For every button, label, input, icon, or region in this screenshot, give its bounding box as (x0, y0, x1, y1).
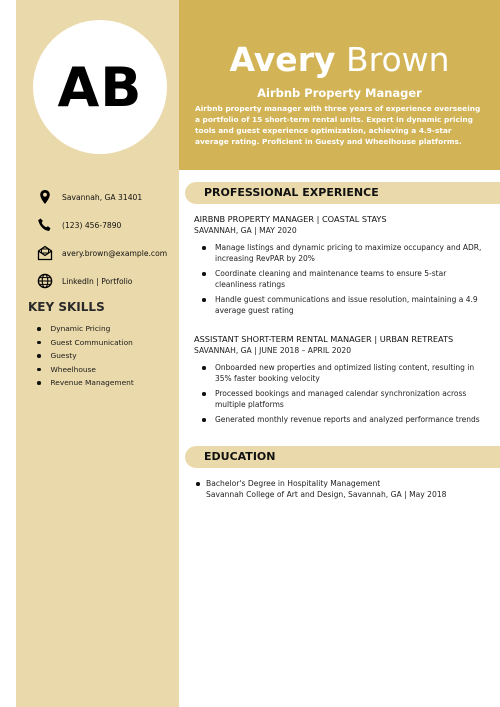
skills-heading: KEY SKILLS (28, 300, 105, 314)
candidate-title: Airbnb Property Manager (257, 86, 422, 100)
globe-icon (37, 272, 62, 290)
job-title: AIRBNB PROPERTY MANAGER | COASTAL STAYS (194, 214, 387, 224)
last-name: Brown (345, 40, 450, 79)
monogram-initials: AB (57, 55, 143, 119)
job-bullets (194, 242, 490, 316)
phone-icon (37, 216, 62, 234)
job-entry (194, 333, 490, 429)
job-bullet: Handle guest communications and issue resolution, maintaining a 4.9 average guest rating (194, 294, 490, 316)
job-bullet: Generated monthly revenue reports and analyzed performance trends (194, 414, 490, 425)
location-text: Savannah, GA 31401 (62, 192, 143, 202)
contact-links (37, 267, 177, 295)
links-text[interactable]: LinkedIn | Portfolio (62, 276, 133, 286)
contact-location (37, 183, 177, 211)
location-pin-icon (37, 188, 62, 206)
job-title: ASSISTANT SHORT-TERM RENTAL MANAGER | URBAN RETREATS (194, 334, 454, 344)
contact-email (37, 239, 177, 267)
email-icon (37, 244, 62, 262)
skill-item: Revenue Management (37, 376, 134, 390)
contact-section (37, 183, 177, 295)
degree-text: Bachelor's Degree in Hospitality Management (194, 478, 490, 489)
first-name: Avery (229, 40, 336, 79)
job-bullet: Coordinate cleaning and maintenance teams to ensure 5-star cleanliness ratings (194, 268, 490, 290)
job-entry (194, 213, 490, 320)
job-meta: SAVANNAH, GA | MAY 2020 (194, 226, 297, 235)
job-bullet: Manage listings and dynamic pricing to maximize occupancy and ADR, increasing RevPAR by 20% (194, 242, 490, 264)
experience-heading: PROFESSIONAL EXPERIENCE (204, 186, 379, 199)
contact-phone (37, 211, 177, 239)
phone-text: (123) 456-7890 (62, 220, 122, 230)
skill-item: Dynamic Pricing (37, 322, 134, 336)
skill-item: Guesty (37, 349, 134, 363)
job-bullet: Processed bookings and managed calendar synchronization across multiple platforms (194, 388, 490, 410)
summary-text: Airbnb property manager with three years of experience overseeing a portfolio of 15 short-term rental units. Expert in dynamic pricing tools and guest experience optimization, achieving a 4.9-star average rating. Proficient in Guesty and Wheelhouse platforms. (195, 104, 481, 146)
skill-item: Wheelhouse (37, 363, 134, 377)
job-bullets (194, 362, 490, 425)
candidate-name (179, 40, 500, 80)
skills-list (37, 322, 134, 390)
school-text: Savannah College of Art and Design, Savannah, GA | May 2018 (206, 490, 447, 499)
education-heading: EDUCATION (204, 450, 276, 463)
job-bullet: Onboarded new properties and optimized listing content, resulting in 35% faster booking velocity (194, 362, 490, 384)
email-text[interactable]: avery.brown@example.com (62, 248, 168, 258)
monogram-circle (33, 20, 167, 154)
job-meta: SAVANNAH, GA | JUNE 2018 – APRIL 2020 (194, 346, 352, 355)
education-entry (194, 478, 490, 500)
skill-item: Guest Communication (37, 336, 134, 350)
